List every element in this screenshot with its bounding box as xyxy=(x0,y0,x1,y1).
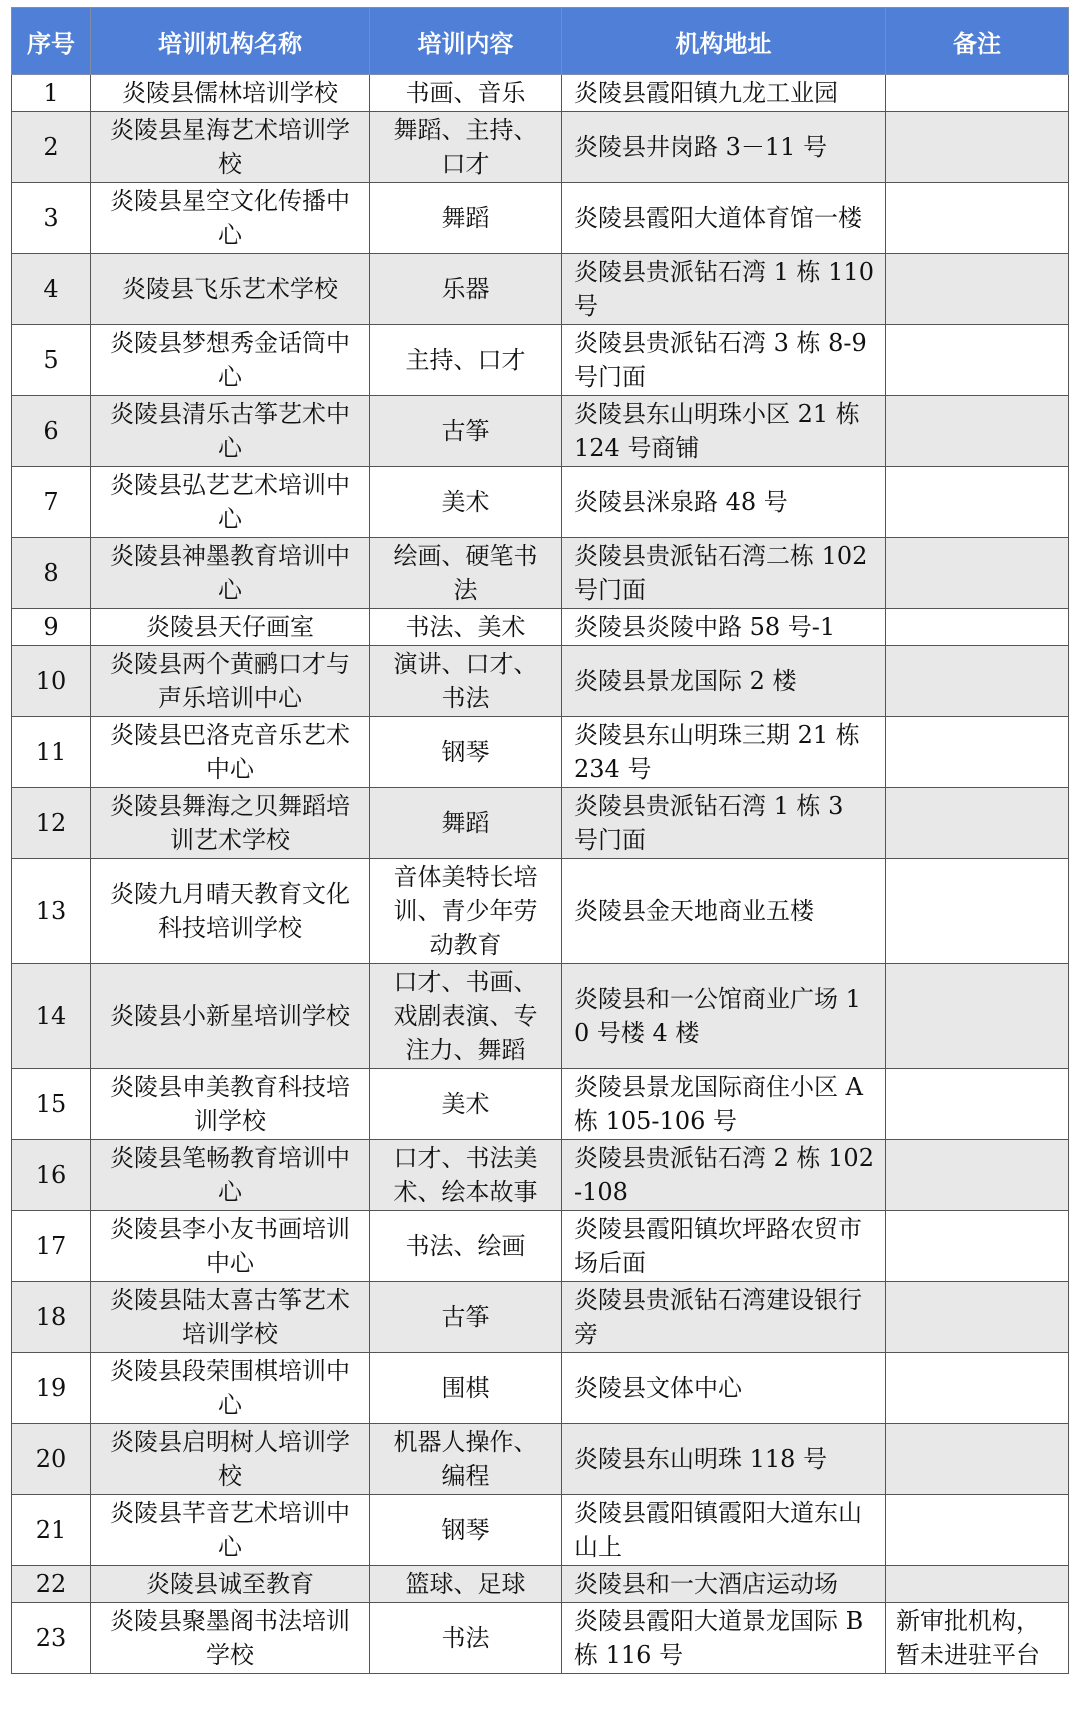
cell-serial-number: 23 xyxy=(12,1603,91,1674)
cell-institution-name: 炎陵县弘艺艺术培训中心 xyxy=(91,467,370,538)
cell-remarks xyxy=(886,646,1069,717)
cell-address: 炎陵县景龙国际 2 楼 xyxy=(562,646,886,717)
header-row xyxy=(12,8,1069,75)
cell-remarks xyxy=(886,717,1069,788)
cell-address: 炎陵县炎陵中路 58 号-1 xyxy=(562,609,886,646)
cell-serial-number: 18 xyxy=(12,1282,91,1353)
table-row xyxy=(12,1603,1069,1674)
cell-remarks xyxy=(886,254,1069,325)
cell-remarks xyxy=(886,788,1069,859)
cell-remarks xyxy=(886,1282,1069,1353)
cell-training-content: 口才、书画、戏剧表演、专注力、舞蹈 xyxy=(370,964,562,1069)
cell-address: 炎陵县贵派钻石湾 2 栋 102-108 xyxy=(562,1140,886,1211)
cell-serial-number: 6 xyxy=(12,396,91,467)
cell-remarks xyxy=(886,609,1069,646)
header-remarks: 备注 xyxy=(886,8,1069,75)
cell-address: 炎陵县贵派钻石湾二栋 102 号门面 xyxy=(562,538,886,609)
cell-address: 炎陵县文体中心 xyxy=(562,1353,886,1424)
cell-address: 炎陵县霞阳大道景龙国际 B 栋 116 号 xyxy=(562,1603,886,1674)
cell-institution-name: 炎陵县梦想秀金话筒中心 xyxy=(91,325,370,396)
cell-remarks xyxy=(886,1353,1069,1424)
cell-serial-number: 4 xyxy=(12,254,91,325)
cell-training-content: 演讲、口才、书法 xyxy=(370,646,562,717)
cell-institution-name: 炎陵县两个黄鹂口才与声乐培训中心 xyxy=(91,646,370,717)
cell-remarks xyxy=(886,1566,1069,1603)
cell-address: 炎陵县贵派钻石湾 1 栋 110 号 xyxy=(562,254,886,325)
cell-address: 炎陵县景龙国际商住小区 A 栋 105-106 号 xyxy=(562,1069,886,1140)
cell-institution-name: 炎陵县陆太喜古筝艺术培训学校 xyxy=(91,1282,370,1353)
table-row xyxy=(12,396,1069,467)
cell-institution-name: 炎陵县聚墨阁书法培训学校 xyxy=(91,1603,370,1674)
cell-training-content: 古筝 xyxy=(370,396,562,467)
cell-training-content: 书法、美术 xyxy=(370,609,562,646)
table-row xyxy=(12,1069,1069,1140)
table-row xyxy=(12,467,1069,538)
cell-remarks xyxy=(886,1140,1069,1211)
table-body xyxy=(12,75,1069,1674)
cell-training-content: 口才、书法美术、绘本故事 xyxy=(370,1140,562,1211)
cell-serial-number: 17 xyxy=(12,1211,91,1282)
cell-remarks xyxy=(886,396,1069,467)
cell-address: 炎陵县和一公馆商业广场 10 号楼 4 楼 xyxy=(562,964,886,1069)
table-row xyxy=(12,717,1069,788)
table-row xyxy=(12,609,1069,646)
header-training-content: 培训内容 xyxy=(370,8,562,75)
cell-serial-number: 9 xyxy=(12,609,91,646)
cell-address: 炎陵县霞阳镇坎坪路农贸市场后面 xyxy=(562,1211,886,1282)
cell-serial-number: 7 xyxy=(12,467,91,538)
cell-institution-name: 炎陵县飞乐艺术学校 xyxy=(91,254,370,325)
cell-address: 炎陵县霞阳镇霞阳大道东山山上 xyxy=(562,1495,886,1566)
cell-address: 炎陵县东山明珠 118 号 xyxy=(562,1424,886,1495)
header-address: 机构地址 xyxy=(562,8,886,75)
cell-serial-number: 2 xyxy=(12,112,91,183)
cell-serial-number: 1 xyxy=(12,75,91,112)
cell-training-content: 书法 xyxy=(370,1603,562,1674)
cell-address: 炎陵县东山明珠三期 21 栋 234 号 xyxy=(562,717,886,788)
cell-address: 炎陵县金天地商业五楼 xyxy=(562,859,886,964)
cell-address: 炎陵县霞阳大道体育馆一楼 xyxy=(562,183,886,254)
table-row xyxy=(12,1211,1069,1282)
cell-institution-name: 炎陵县笔畅教育培训中心 xyxy=(91,1140,370,1211)
table-row xyxy=(12,112,1069,183)
cell-institution-name: 炎陵九月晴天教育文化科技培训学校 xyxy=(91,859,370,964)
cell-remarks xyxy=(886,75,1069,112)
cell-remarks xyxy=(886,467,1069,538)
cell-institution-name: 炎陵县诚至教育 xyxy=(91,1566,370,1603)
cell-serial-number: 3 xyxy=(12,183,91,254)
cell-serial-number: 14 xyxy=(12,964,91,1069)
cell-training-content: 钢琴 xyxy=(370,717,562,788)
table-row xyxy=(12,1495,1069,1566)
cell-institution-name: 炎陵县星空文化传播中心 xyxy=(91,183,370,254)
table-row xyxy=(12,1140,1069,1211)
cell-remarks xyxy=(886,538,1069,609)
cell-remarks xyxy=(886,1424,1069,1495)
table-row xyxy=(12,254,1069,325)
cell-address: 炎陵县贵派钻石湾 1 栋 3 号门面 xyxy=(562,788,886,859)
cell-institution-name: 炎陵县清乐古筝艺术中心 xyxy=(91,396,370,467)
cell-remarks xyxy=(886,183,1069,254)
cell-institution-name: 炎陵县申美教育科技培训学校 xyxy=(91,1069,370,1140)
cell-serial-number: 12 xyxy=(12,788,91,859)
table-row xyxy=(12,325,1069,396)
cell-institution-name: 炎陵县巴洛克音乐艺术中心 xyxy=(91,717,370,788)
cell-serial-number: 20 xyxy=(12,1424,91,1495)
header-institution-name: 培训机构名称 xyxy=(91,8,370,75)
cell-address: 炎陵县和一大酒店运动场 xyxy=(562,1566,886,1603)
cell-serial-number: 21 xyxy=(12,1495,91,1566)
cell-remarks xyxy=(886,859,1069,964)
table-row xyxy=(12,1353,1069,1424)
table-row xyxy=(12,1424,1069,1495)
cell-institution-name: 炎陵县星海艺术培训学校 xyxy=(91,112,370,183)
table-row xyxy=(12,859,1069,964)
table-row xyxy=(12,1566,1069,1603)
cell-training-content: 钢琴 xyxy=(370,1495,562,1566)
table-row xyxy=(12,788,1069,859)
cell-training-content: 美术 xyxy=(370,1069,562,1140)
table-row xyxy=(12,964,1069,1069)
cell-training-content: 音体美特长培训、青少年劳动教育 xyxy=(370,859,562,964)
table-header xyxy=(12,8,1069,75)
cell-training-content: 篮球、足球 xyxy=(370,1566,562,1603)
cell-remarks xyxy=(886,1069,1069,1140)
table-row xyxy=(12,646,1069,717)
cell-serial-number: 13 xyxy=(12,859,91,964)
cell-address: 炎陵县井岗路 3－11 号 xyxy=(562,112,886,183)
cell-institution-name: 炎陵县神墨教育培训中心 xyxy=(91,538,370,609)
cell-address: 炎陵县霞阳镇九龙工业园 xyxy=(562,75,886,112)
cell-training-content: 古筝 xyxy=(370,1282,562,1353)
cell-serial-number: 16 xyxy=(12,1140,91,1211)
cell-serial-number: 11 xyxy=(12,717,91,788)
table-row xyxy=(12,538,1069,609)
cell-training-content: 机器人操作、编程 xyxy=(370,1424,562,1495)
cell-institution-name: 炎陵县儒林培训学校 xyxy=(91,75,370,112)
cell-serial-number: 15 xyxy=(12,1069,91,1140)
cell-institution-name: 炎陵县芊音艺术培训中心 xyxy=(91,1495,370,1566)
cell-training-content: 围棋 xyxy=(370,1353,562,1424)
cell-institution-name: 炎陵县段荣围棋培训中心 xyxy=(91,1353,370,1424)
table-row xyxy=(12,1282,1069,1353)
training-institutions-table xyxy=(11,7,1069,1674)
cell-serial-number: 10 xyxy=(12,646,91,717)
cell-serial-number: 5 xyxy=(12,325,91,396)
cell-training-content: 舞蹈 xyxy=(370,788,562,859)
cell-serial-number: 19 xyxy=(12,1353,91,1424)
cell-institution-name: 炎陵县李小友书画培训中心 xyxy=(91,1211,370,1282)
cell-institution-name: 炎陵县小新星培训学校 xyxy=(91,964,370,1069)
header-serial-number: 序号 xyxy=(12,8,91,75)
cell-remarks xyxy=(886,1211,1069,1282)
cell-training-content: 绘画、硬笔书法 xyxy=(370,538,562,609)
cell-training-content: 书法、绘画 xyxy=(370,1211,562,1282)
cell-remarks xyxy=(886,112,1069,183)
cell-remarks: 新审批机构，暂未进驻平台 xyxy=(886,1603,1069,1674)
cell-training-content: 主持、口才 xyxy=(370,325,562,396)
cell-training-content: 书画、音乐 xyxy=(370,75,562,112)
cell-training-content: 舞蹈 xyxy=(370,183,562,254)
cell-address: 炎陵县东山明珠小区 21 栋 124 号商铺 xyxy=(562,396,886,467)
cell-remarks xyxy=(886,1495,1069,1566)
cell-serial-number: 22 xyxy=(12,1566,91,1603)
cell-institution-name: 炎陵县舞海之贝舞蹈培训艺术学校 xyxy=(91,788,370,859)
cell-address: 炎陵县洣泉路 48 号 xyxy=(562,467,886,538)
table-row xyxy=(12,75,1069,112)
cell-training-content: 乐器 xyxy=(370,254,562,325)
cell-institution-name: 炎陵县启明树人培训学校 xyxy=(91,1424,370,1495)
table-row xyxy=(12,183,1069,254)
cell-remarks xyxy=(886,964,1069,1069)
cell-institution-name: 炎陵县天仔画室 xyxy=(91,609,370,646)
cell-remarks xyxy=(886,325,1069,396)
cell-serial-number: 8 xyxy=(12,538,91,609)
cell-address: 炎陵县贵派钻石湾建设银行旁 xyxy=(562,1282,886,1353)
cell-training-content: 舞蹈、主持、口才 xyxy=(370,112,562,183)
cell-address: 炎陵县贵派钻石湾 3 栋 8-9 号门面 xyxy=(562,325,886,396)
cell-training-content: 美术 xyxy=(370,467,562,538)
